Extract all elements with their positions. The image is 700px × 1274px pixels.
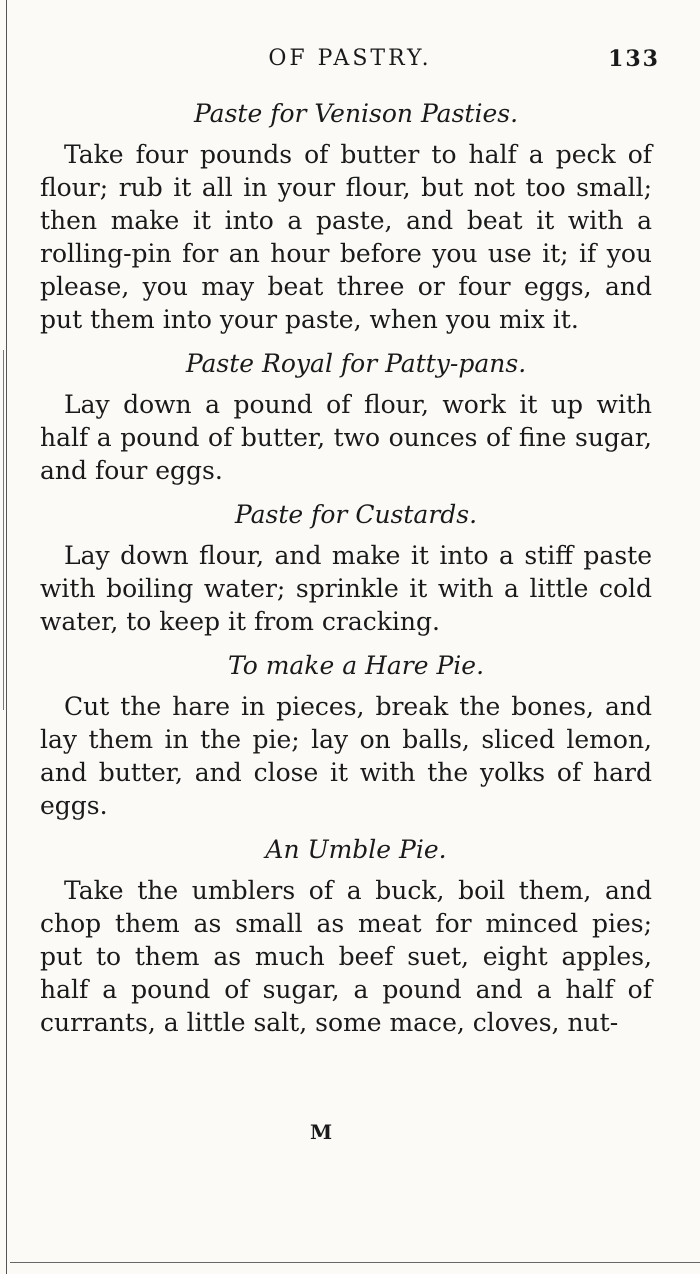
- recipe-text: Take four pounds of butter to half a peck of flour; rub it all in your flour, but not too small; then make it into a paste, and beat it with a rolling-pin for an hour before you use it; if you please, you may beat three or four eggs, and put them into your paste, when you mix it.: [40, 140, 652, 334]
- recipe-text: Lay down flour, and make it into a stiff paste with boiling water; sprinkle it with a little cold water, to keep it from cracking.: [40, 541, 652, 636]
- recipe-text: Cut the hare in pieces, break the bones, and lay them in the pie; lay on balls, sliced lemon, and butter, and close it with the yolks of hard eggs.: [40, 692, 652, 820]
- page-edge-line: [6, 0, 7, 1274]
- running-header: [40, 46, 660, 82]
- running-title: OF PASTRY.: [268, 46, 432, 71]
- recipe-section: [40, 346, 652, 487]
- page-edge-line-inner: [3, 350, 4, 710]
- recipe-section: [40, 96, 652, 336]
- recipe-heading: Paste for Venison Pasties.: [193, 99, 519, 128]
- page-number: 133: [608, 46, 660, 72]
- recipe-section: [40, 832, 652, 1039]
- recipe-heading: Paste for Custards.: [234, 500, 478, 529]
- recipe-heading: An Umble Pie.: [265, 835, 447, 864]
- page-content: [40, 96, 652, 1049]
- recipe-text: Take the umblers of a buck, boil them, and chop them as small as meat for minced pies; put to them as much beef suet, eight apples, half a pound of sugar, a pound and a half of currants, a little salt, some mace, cloves, nut-: [40, 876, 652, 1037]
- signature-mark: M: [310, 1120, 333, 1144]
- recipe-section: [40, 497, 652, 638]
- recipe-text: Lay down a pound of flour, work it up with half a pound of butter, two ounces of fine sugar, and four eggs.: [40, 390, 652, 485]
- recipe-section: [40, 648, 652, 822]
- recipe-heading: To make a Hare Pie.: [227, 651, 485, 680]
- page-bottom-edge: [10, 1262, 700, 1263]
- recipe-heading: Paste Royal for Patty-pans.: [185, 349, 527, 378]
